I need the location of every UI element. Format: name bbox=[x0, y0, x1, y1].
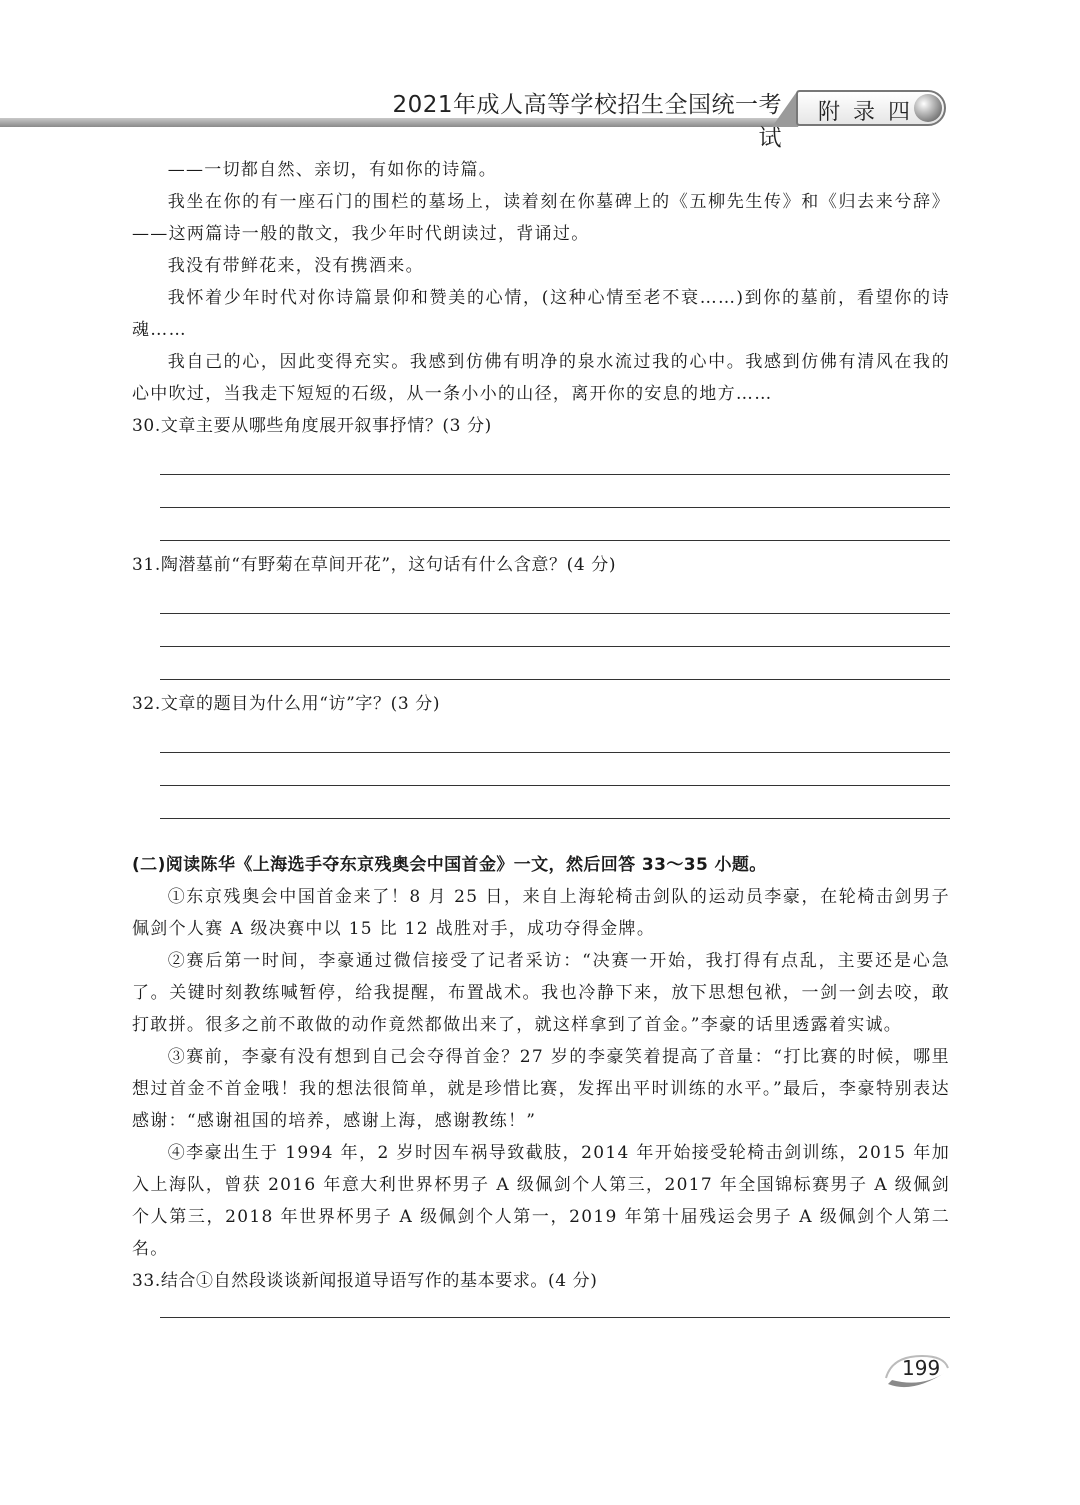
passage1-para: ——一切都自然、亲切，有如你的诗篇。 bbox=[167, 160, 498, 180]
answer-line bbox=[160, 581, 950, 614]
decorative-ball-icon bbox=[914, 94, 942, 122]
answer-line bbox=[160, 720, 950, 753]
page-number: 199 bbox=[902, 1356, 941, 1380]
passage1-para: 我自己的心，因此变得充实。我感到仿佛有明净的泉水流过我的心中。我感到仿佛有清风在我的心中吹过，当我走下短短的石级，从一条小小的山径，离开你的安息的地方…… bbox=[132, 352, 950, 404]
answer-line bbox=[160, 786, 950, 819]
passage1-para: 我坐在你的有一座石门的围栏的墓场上，读着刻在你墓碑上的《五柳先生传》和《归去来兮辞》——这两篇诗一般的散文，我少年时代朗读过，背诵过。 bbox=[132, 192, 950, 244]
passage2-para: ①东京残奥会中国首金来了！8 月 25 日，来自上海轮椅击剑队的运动员李豪，在轮椅击剑男子佩剑个人赛 A 级决赛中以 15 比 12 战胜对手，成功夺得金牌。 bbox=[132, 887, 950, 939]
question-33: 33.结合①自然段谈谈新闻报道导语写作的基本要求。(4 分) bbox=[132, 1271, 598, 1291]
exam-title: 2021年成人高等学校招生全国统一考试 bbox=[392, 92, 782, 151]
passage1-para: 我怀着少年时代对你诗篇景仰和赞美的心情，(这种心情至老不衰……)到你的墓前，看望你的诗魂…… bbox=[132, 288, 950, 340]
passage2-para: ④李豪出生于 1994 年，2 岁时因车祸导致截肢，2014 年开始接受轮椅击剑训练，2015 年加入上海队，曾获 2016 年意大利世界杯男子 A 级佩剑个人第三，2017 年全国锦标赛男子 A 级佩剑个人第三，2018 年世界杯男子 A 级佩剑个人第一，2019 年第十届残运会男子 A 级佩剑个人第二名。 bbox=[132, 1143, 950, 1259]
question-32: 32.文章的题目为什么用“访”字？(3 分) bbox=[132, 694, 441, 714]
question-30: 30.文章主要从哪些角度展开叙事抒情？(3 分) bbox=[132, 416, 492, 436]
answer-line bbox=[160, 442, 950, 475]
passage2-para: ③赛前，李豪有没有想到自己会夺得首金？27 岁的李豪笑着提高了音量：“打比赛的时候，哪里想过首金不首金哦！我的想法很简单，就是珍惜比赛，发挥出平时训练的水平。”最后，李豪特别表达感谢：“感谢祖国的培养，感谢上海，感谢教练！” bbox=[132, 1047, 950, 1131]
passage2-para: ②赛后第一时间，李豪通过微信接受了记者采访：“决赛一开始，我打得有点乱，主要还是心急了。关键时刻教练喊暂停，给我提醒，布置战术。我也冷静下来，放下思想包袱，一剑一剑去咬，敢打敢拼。很多之前不敢做的动作竟然都做出来了，就这样拿到了首金。”李豪的话里透露着实诚。 bbox=[132, 951, 950, 1035]
answer-line bbox=[160, 647, 950, 680]
appendix-tab-label: 附 录 四 bbox=[818, 100, 913, 125]
page-content bbox=[132, 154, 950, 1318]
answer-line bbox=[160, 475, 950, 508]
passage1-para: 我没有带鲜花来，没有携酒来。 bbox=[167, 256, 424, 276]
header-wedge bbox=[772, 90, 798, 127]
answer-line bbox=[160, 508, 950, 541]
answer-lines-33 bbox=[160, 1297, 950, 1318]
section2-heading: (二)阅读陈华《上海选手夺东京残奥会中国首金》一文，然后回答 33～35 小题。 bbox=[132, 855, 767, 875]
page-number-badge bbox=[882, 1350, 952, 1394]
answer-line bbox=[160, 753, 950, 786]
answer-lines-31 bbox=[160, 581, 950, 680]
answer-line bbox=[160, 614, 950, 647]
answer-lines-30 bbox=[160, 442, 950, 541]
answer-line bbox=[160, 1297, 950, 1318]
question-31: 31.陶潜墓前“有野菊在草间开花”，这句话有什么含意？(4 分) bbox=[132, 555, 617, 575]
answer-lines-32 bbox=[160, 720, 950, 819]
